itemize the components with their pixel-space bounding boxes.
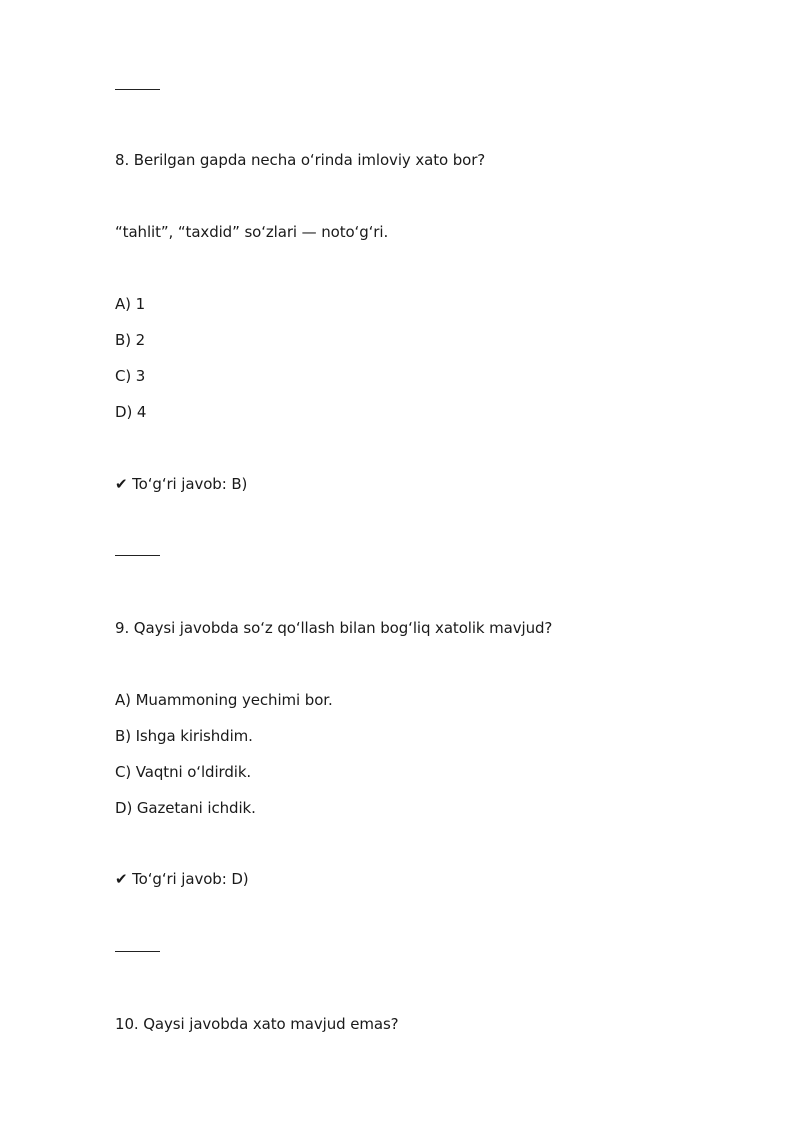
question-8-option-c: C) 3 bbox=[115, 367, 146, 385]
section-divider bbox=[115, 89, 160, 90]
question-8-answer: ✔ To‘g‘ri javob: B) bbox=[115, 475, 248, 493]
question-9-option-a: A) Muammoning yechimi bor. bbox=[115, 691, 333, 709]
question-9-answer: ✔ To‘g‘ri javob: D) bbox=[115, 870, 249, 888]
question-8-option-a: A) 1 bbox=[115, 295, 146, 313]
question-9-option-b: B) Ishga kirishdim. bbox=[115, 727, 253, 745]
section-divider bbox=[115, 951, 160, 952]
section-divider bbox=[115, 555, 160, 556]
question-8-text: 8. Berilgan gapda necha o‘rinda imloviy xato bor? bbox=[115, 151, 486, 169]
question-8-option-d: D) 4 bbox=[115, 403, 147, 421]
question-8-option-b: B) 2 bbox=[115, 331, 146, 349]
question-8-sentence: “tahlit”, “taxdid” so‘zlari — noto‘g‘ri. bbox=[115, 223, 389, 241]
question-9-option-c: C) Vaqtni o‘ldirdik. bbox=[115, 763, 252, 781]
question-10-text: 10. Qaysi javobda xato mavjud emas? bbox=[115, 1015, 399, 1033]
question-9-option-d: D) Gazetani ichdik. bbox=[115, 799, 256, 817]
question-9-text: 9. Qaysi javobda so‘z qo‘llash bilan bog‘liq xatolik mavjud? bbox=[115, 619, 553, 637]
